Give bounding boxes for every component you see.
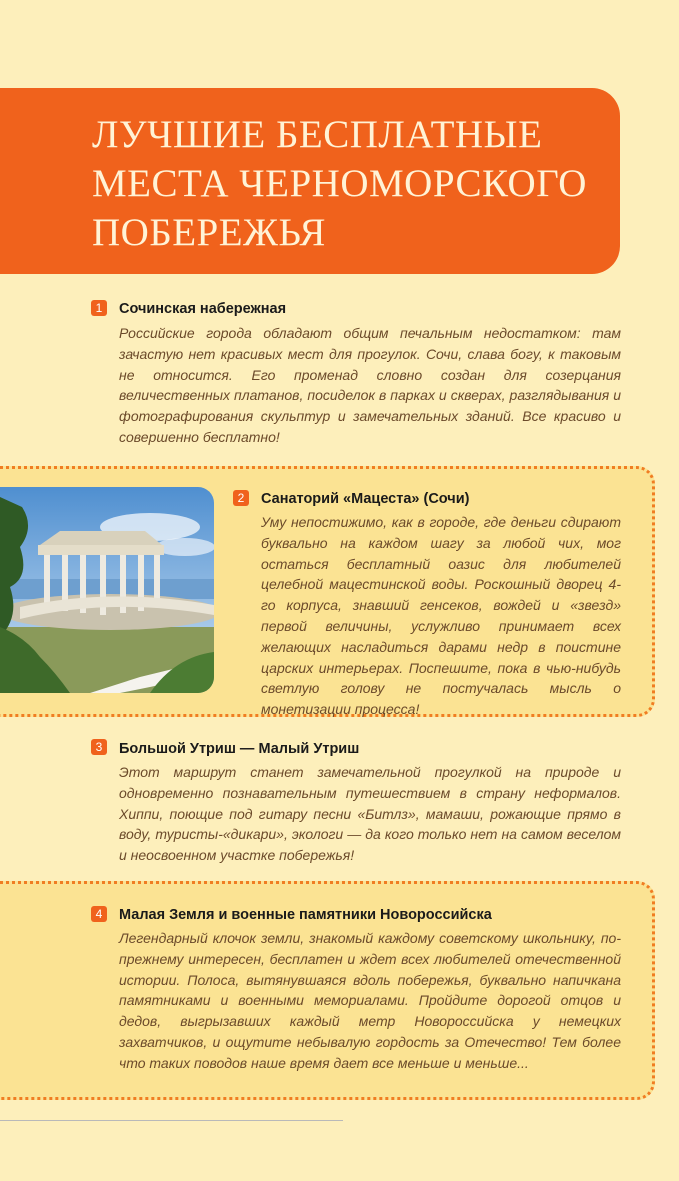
- item-title: Большой Утриш — Малый Утриш: [119, 741, 360, 757]
- item-number-badge: 4: [91, 906, 107, 922]
- item-number-badge: 2: [233, 490, 249, 506]
- sanatorium-photo: [0, 487, 214, 693]
- item-description: Уму непостижимо, как в городе, где деньги сдирают буквально на каждом шагу за любой чих, мог остаться бесплатный оазис для любителей целебной мацестинской воды. Роскошный дворец 4-го корпуса, знавший генсеков, вождей и «звезд» первой величины, услужливо принимает всех желающих насладиться дарами недр в поистине царских интерьерах. Поспешите, пока в чью-нибудь светлую голову не постучалась мысль о монетизации процесса!: [261, 514, 621, 718]
- page-title: ЛУЧШИЕ БЕСПЛАТНЫЕ МЕСТА ЧЕРНОМОРСКОГО ПОБЕРЕЖЬЯ: [92, 113, 587, 254]
- item-number-badge: 1: [91, 300, 107, 316]
- item-description: Этот маршрут станет замечательной прогулкой на природе и одновременно познавательным путешествием в страну неформалов. Хиппи, поющие под гитару песни «Битлз», мамаши, рожающие прямо в воду, туристы-«дикари», экологи — да кого только нет на самом веселом и неосвоенном участке побережья!: [119, 764, 621, 864]
- bottom-divider: [0, 1120, 343, 1121]
- item-title: Малая Земля и военные памятники Новороссийска: [119, 907, 492, 923]
- item-number-badge: 3: [91, 739, 107, 755]
- item-description: Легендарный клочок земли, знакомый каждому советскому школьнику, по-прежнему интересен, бесплатен и ждет всех любителей отечественной истории. Полоса, вытянувшаяся вдоль побережья, буквально напичкана памятниками и военными мемориалами. Пройдите дорогой отцов и дедов, выгрызавших каждый метр Новороссийска у немецких захватчиков, и ощутите небывалую гордость за Отечество! Тем более что таких поводов наше время дает все меньше и меньше...: [119, 930, 621, 1071]
- item-description: Российские города обладают общим печальным недостатком: там зачастую нет красивых мест для прогулок. Сочи, слава богу, к таковым не относится. Его променад словно создан для созерцания величественных платанов, посиделок в парках и скверах, разглядывания и фотографирования скульптур и замечательных зданий. Все красиво и совершенно бесплатно!: [119, 325, 621, 445]
- item-title: Сочинская набережная: [119, 301, 287, 317]
- item-title: Санаторий «Мацеста» (Сочи): [261, 491, 470, 507]
